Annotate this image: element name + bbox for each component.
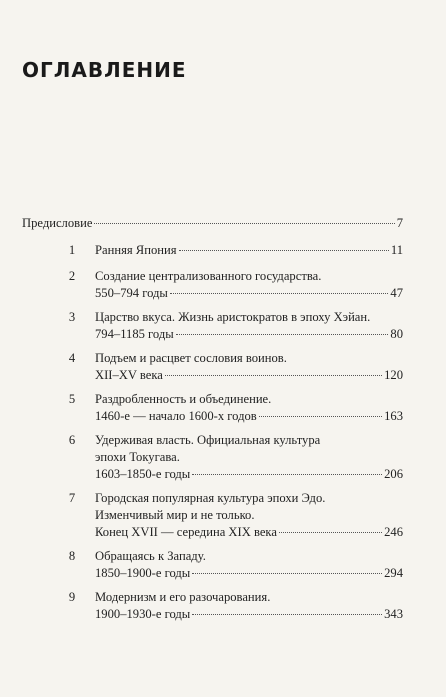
dot-leader <box>165 375 382 376</box>
toc-entry-title-cont: Конец XVII — середина XIX века <box>95 525 277 539</box>
toc-entry-title-cont: Изменчивый мир и не только. <box>95 508 255 522</box>
toc-entry-title: Подъем и расцвет сословия воинов. <box>95 351 287 365</box>
dot-leader <box>192 474 382 475</box>
toc-entry-page: 11 <box>390 243 403 257</box>
toc-entry-chapter-8[interactable] <box>95 565 403 581</box>
toc-entry-page: 80 <box>390 327 403 341</box>
toc-entry-title-cont: 1603–1850-е годы <box>95 467 191 481</box>
toc-entry-title-cont: 1460-е — начало 1600-х годов <box>95 409 257 423</box>
dot-leader <box>176 334 389 335</box>
toc-entry-chapter-1[interactable] <box>95 242 403 258</box>
toc-entry-title-cont: эпохи Токугава. <box>95 450 180 464</box>
toc-entry-title: Царство вкуса. Жизнь аристократов в эпоху Хэйан. <box>95 310 371 324</box>
toc-entry-title: Обращаясь к Западу. <box>95 549 206 563</box>
toc-entry-page: 343 <box>384 607 403 621</box>
toc-entry-page: 294 <box>384 566 403 580</box>
toc-entry-chapter-7[interactable] <box>95 524 403 540</box>
dot-leader <box>192 614 382 615</box>
chapter-number: 8 <box>68 549 76 563</box>
dot-leader <box>94 223 394 224</box>
dot-leader <box>259 416 382 417</box>
chapter-number: 6 <box>68 433 76 447</box>
toc-entry-title: Удерживая власть. Официальная культура <box>95 433 321 447</box>
toc-entry-page: 120 <box>384 368 403 382</box>
toc-entry-page: 206 <box>384 467 403 481</box>
toc-entry-title: Раздробленность и объединение. <box>95 392 272 406</box>
toc-entry-chapter-6[interactable] <box>95 466 403 482</box>
dot-leader <box>279 532 382 533</box>
chapter-number: 7 <box>68 491 76 505</box>
chapter-number: 4 <box>68 351 76 365</box>
toc-entry-title-cont: 1850–1900-е годы <box>95 566 191 580</box>
toc-entry-chapter-5[interactable] <box>95 408 403 424</box>
dot-leader <box>179 250 389 251</box>
toc-entry-title-cont: 550–794 годы <box>95 286 168 300</box>
toc-entry-title: Создание централизованного государства. <box>95 269 322 283</box>
toc-entry-chapter-9[interactable] <box>95 606 403 622</box>
toc-entry-chapter-3[interactable] <box>95 326 403 342</box>
toc-entry-page: 163 <box>384 409 403 423</box>
chapter-number: 1 <box>68 243 76 257</box>
dot-leader <box>192 573 382 574</box>
toc-entry-page: 47 <box>390 286 403 300</box>
toc-entry-title: Ранняя Япония <box>95 243 177 257</box>
chapter-number: 2 <box>68 269 76 283</box>
toc-entry-chapter-4[interactable] <box>95 367 403 383</box>
page-title: ОГЛАВЛЕНИЕ <box>22 58 187 82</box>
toc-entry-title-cont: 794–1185 годы <box>95 327 174 341</box>
chapter-number: 3 <box>68 310 76 324</box>
chapter-number: 9 <box>68 590 76 604</box>
toc-entry-title-cont: 1900–1930-е годы <box>95 607 191 621</box>
toc-entry-title-cont: XII–XV века <box>95 368 163 382</box>
toc-entry-title: Предисловие <box>22 216 93 230</box>
chapter-number: 5 <box>68 392 76 406</box>
toc-entry-title: Модернизм и его разочарования. <box>95 590 271 604</box>
toc-entry-chapter-2[interactable] <box>95 285 403 301</box>
toc-entry-preface[interactable] <box>22 215 403 231</box>
toc-entry-page: 7 <box>396 216 403 230</box>
toc-entry-page: 246 <box>384 525 403 539</box>
toc-entry-title: Городская популярная культура эпохи Эдо. <box>95 491 326 505</box>
dot-leader <box>170 293 389 294</box>
